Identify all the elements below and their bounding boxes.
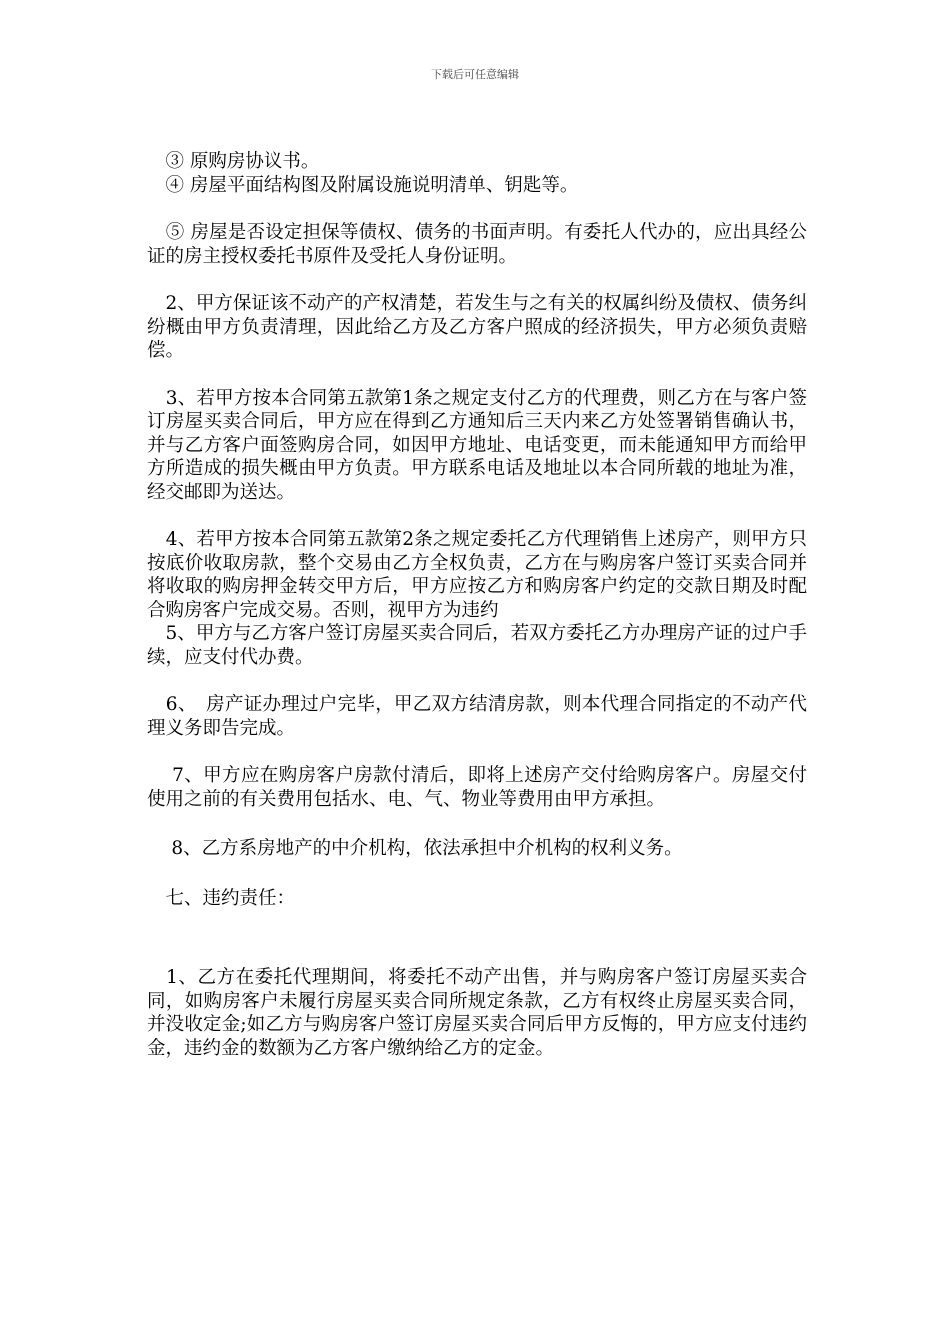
spacer	[147, 669, 807, 693]
paragraph-clause-2: 2、甲方保证该不动产的产权清楚，若发生与之有关的权属纠纷及债权、债务纠纷概由甲方负责清理，因此给乙方及乙方客户照成的经济损失，甲方必须负责赔偿。	[147, 293, 807, 361]
paragraph-clause-5: 5、甲方与乙方客户签订房屋买卖合同后，若双方委托乙方办理房产证的过户手续，应支付代办费。	[147, 623, 807, 668]
spacer	[147, 197, 807, 221]
paragraph-floor-plan: ④ 房屋平面结构图及附属设施说明清单、钥匙等。	[147, 174, 579, 196]
paragraph-clause-6: 6、 房产证办理过户完毕，甲乙双方结清房款，则本代理合同指定的不动产代理义务即告完成。	[147, 694, 807, 739]
spacer	[147, 740, 807, 764]
paragraph-breach-clause-1: 1、乙方在委托代理期间，将委托不动产出售，并与购房客户签订房屋买卖合同，如购房客户未履行房屋买卖合同所规定条款，乙方有权终止房屋买卖合同，并没收定金;如乙方与购房客户签订房屋买卖合同后甲方反悔的，甲方应支付违约金，违约金的数额为乙方客户缴纳给乙方的定金。	[147, 967, 807, 1059]
paragraph-clause-3: 3、若甲方按本合同第五款第1条之规定支付乙方的代理费，则乙方在与客户签订房屋买卖合同后，甲方应在得到乙方通知后三天内来乙方处签署销售确认书，并与乙方客户面签购房合同，如因甲方地址、电话变更，而未能通知甲方而给甲方所造成的损失概由甲方负责。甲方联系电话及地址以本合同所载的地址为准，经交邮即为送达。	[147, 387, 807, 503]
section-heading-breach-liability: 七、违约责任：	[147, 887, 296, 909]
paragraph-clause-7: 7、甲方应在购房客户房款付清后，即将上述房产交付给购房客户。房屋交付使用之前的有关费用包括水、电、气、物业等费用由甲方承担。	[147, 765, 807, 810]
paragraph-clause-8: 8、乙方系房地产的中介机构，依法承担中介机构的权利义务。	[147, 838, 683, 859]
page-header: 下载后可任意编辑	[431, 68, 519, 81]
document-body	[147, 150, 807, 1060]
spacer	[147, 811, 807, 837]
spacer	[147, 910, 807, 966]
spacer	[147, 363, 807, 387]
spacer	[147, 504, 807, 528]
spacer	[147, 268, 807, 292]
spacer	[147, 861, 807, 887]
paragraph-original-agreement: ③ 原购房协议书。	[147, 151, 320, 172]
paragraph-guarantee-statement: ⑤ 房屋是否设定担保等债权、债务的书面声明。有委托人代办的，应出具经公证的房主授权委托书原件及受托人身份证明。	[147, 222, 807, 267]
paragraph-clause-4: 4、若甲方按本合同第五款第2条之规定委托乙方代理销售上述房产，则甲方只按底价收取房款，整个交易由乙方全权负责，乙方在与购房客户签订买卖合同并将收取的购房押金转交甲方后，甲方应按乙方和购房客户约定的交款日期及时配合购房客户完成交易。否则，视甲方为违约	[147, 529, 807, 621]
